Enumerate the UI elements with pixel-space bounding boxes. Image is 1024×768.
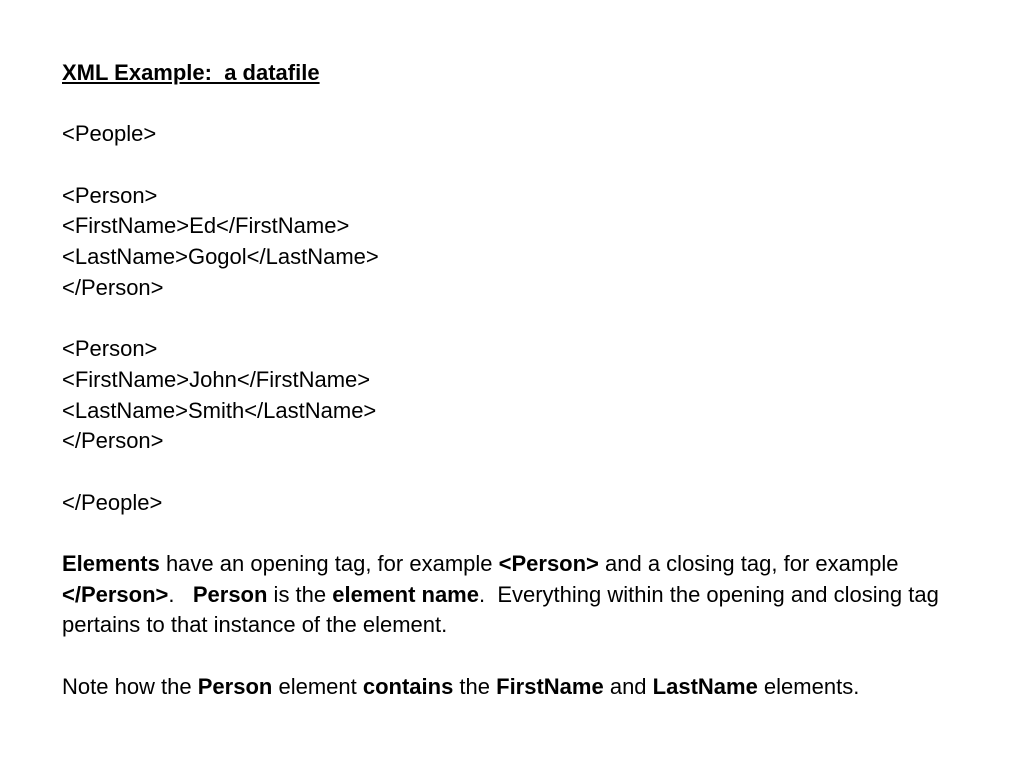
- explanation-paragraph-contains: [62, 672, 942, 703]
- spacer: [62, 641, 962, 672]
- spacer: [62, 150, 962, 181]
- paragraph-text: have an opening tag, for example: [159, 551, 499, 576]
- paragraph-text: .: [168, 581, 193, 607]
- xml-line-people-open: <People>: [62, 121, 157, 147]
- bold-term: Elements: [62, 551, 160, 576]
- paragraph-text: elements.: [757, 673, 860, 699]
- paragraph-text: and: [603, 673, 653, 699]
- xml-line-person2-open: <Person>: [62, 336, 158, 362]
- bold-term: Person: [192, 581, 268, 607]
- xml-line-person1-close: </Person>: [62, 274, 164, 300]
- spacer: [62, 518, 962, 549]
- paragraph-text: . Everything within the opening and closing tag pertains to that instance of the element.: [62, 581, 945, 638]
- bold-term: Person: [197, 673, 273, 699]
- bold-term: </Person>: [62, 581, 169, 607]
- xml-line-person2-firstname: <FirstName>John</FirstName>: [62, 366, 371, 392]
- slide-content: [62, 58, 962, 703]
- xml-line-person2-close: </Person>: [62, 428, 164, 454]
- bold-term: element name: [332, 581, 479, 607]
- paragraph-text: Note how the: [62, 673, 198, 699]
- paragraph-text: the: [453, 673, 497, 699]
- bold-term: LastName: [652, 673, 758, 699]
- paragraph-text: element: [272, 673, 363, 699]
- spacer: [62, 89, 962, 120]
- xml-line-person1-open: <Person>: [62, 182, 158, 208]
- bold-term: FirstName: [496, 673, 604, 699]
- bold-term: contains: [362, 673, 454, 699]
- explanation-paragraph-elements: [62, 549, 945, 641]
- xml-line-people-close: </People>: [62, 489, 163, 515]
- xml-line-person1-firstname: <FirstName>Ed</FirstName>: [62, 213, 350, 239]
- paragraph-text: is the: [267, 581, 333, 607]
- xml-line-person2-lastname: <LastName>Smith</LastName>: [62, 397, 377, 423]
- spacer: [62, 304, 962, 335]
- bold-term: <Person>: [498, 551, 599, 576]
- page-title: XML Example: a datafile: [62, 60, 320, 85]
- spacer: [62, 457, 962, 488]
- paragraph-text: and a closing tag, for example: [598, 551, 899, 576]
- xml-line-person1-lastname: <LastName>Gogol</LastName>: [62, 244, 379, 270]
